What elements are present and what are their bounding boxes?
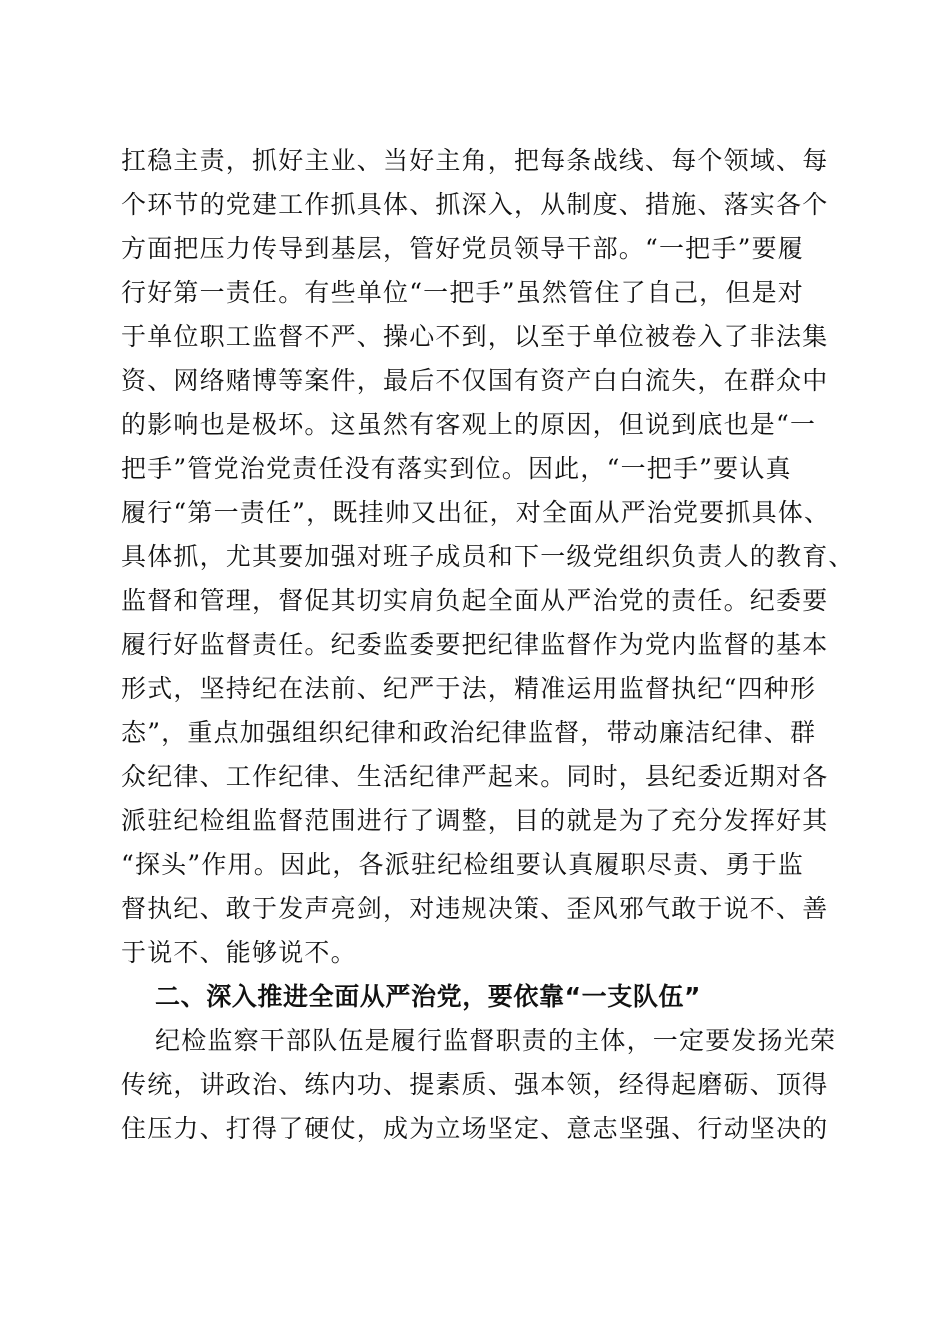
- body-text-line: 履行好监督责任。纪委监委要把纪律监督作为党内监督的基本: [121, 630, 829, 659]
- body-text-line: 派驻纪检组监督范围进行了调整，目的就是为了充分发挥好其: [121, 806, 829, 835]
- body-text-line: 于单位职工监督不严、操心不到，以至于单位被卷入了非法集: [121, 322, 829, 351]
- body-text-line: 督执纪、敢于发声亮剑，对违规决策、歪风邪气敢于说不、善: [121, 894, 829, 923]
- body-text-line: 监督和管理，督促其切实肩负起全面从严治党的责任。纪委要: [121, 586, 829, 615]
- body-text-line: 住压力、打得了硬仗，成为立场坚定、意志坚强、行动坚决的: [121, 1114, 829, 1143]
- body-text-line: 的影响也是极坏。这虽然有客观上的原因，但说到底也是“一: [121, 410, 817, 439]
- body-text-line: 众纪律、工作纪律、生活纪律严起来。同时，县纪委近期对各: [121, 762, 829, 791]
- body-text-line: 传统，讲政治、练内功、提素质、强本领，经得起磨砺、顶得: [121, 1070, 829, 1099]
- body-text-line: “探头”作用。因此，各派驻纪检组要认真履职尽责、勇于监: [121, 850, 804, 879]
- body-text-line: 形式，坚持纪在法前、纪严于法，精准运用监督执纪“四种形: [121, 674, 817, 703]
- body-text-line: 纪检监察干部队伍是履行监督职责的主体，一定要发扬光荣: [155, 1026, 837, 1055]
- body-text-line: 扛稳主责，抓好主业、当好主角，把每条战线、每个领域、每: [121, 146, 829, 175]
- body-text-line: 行好第一责任。有些单位“一把手”虽然管住了自己，但是对: [121, 278, 804, 307]
- body-text-line: 履行“第一责任”，既挂帅又出征，对全面从严治党要抓具体、: [121, 498, 831, 527]
- body-text-line: 态”，重点加强组织纪律和政治纪律监督，带动廉洁纪律、群: [121, 718, 817, 747]
- section-heading: 二、深入推进全面从严治党，要依靠“一支队伍”: [155, 982, 702, 1011]
- body-text-line: 把手”管党治党责任没有落实到位。因此，“一把手”要认真: [121, 454, 792, 483]
- body-text-line: 方面把压力传导到基层，管好党员领导干部。“一把手”要履: [121, 234, 804, 263]
- body-text-line: 资、网络赌博等案件，最后不仅国有资产白白流失，在群众中: [121, 366, 829, 395]
- body-text-line: 个环节的党建工作抓具体、抓深入，从制度、措施、落实各个: [121, 190, 829, 219]
- body-text-line: 具体抓，尤其要加强对班子成员和下一级党组织负责人的教育、: [121, 542, 855, 571]
- body-text-line: 于说不、能够说不。: [121, 938, 357, 967]
